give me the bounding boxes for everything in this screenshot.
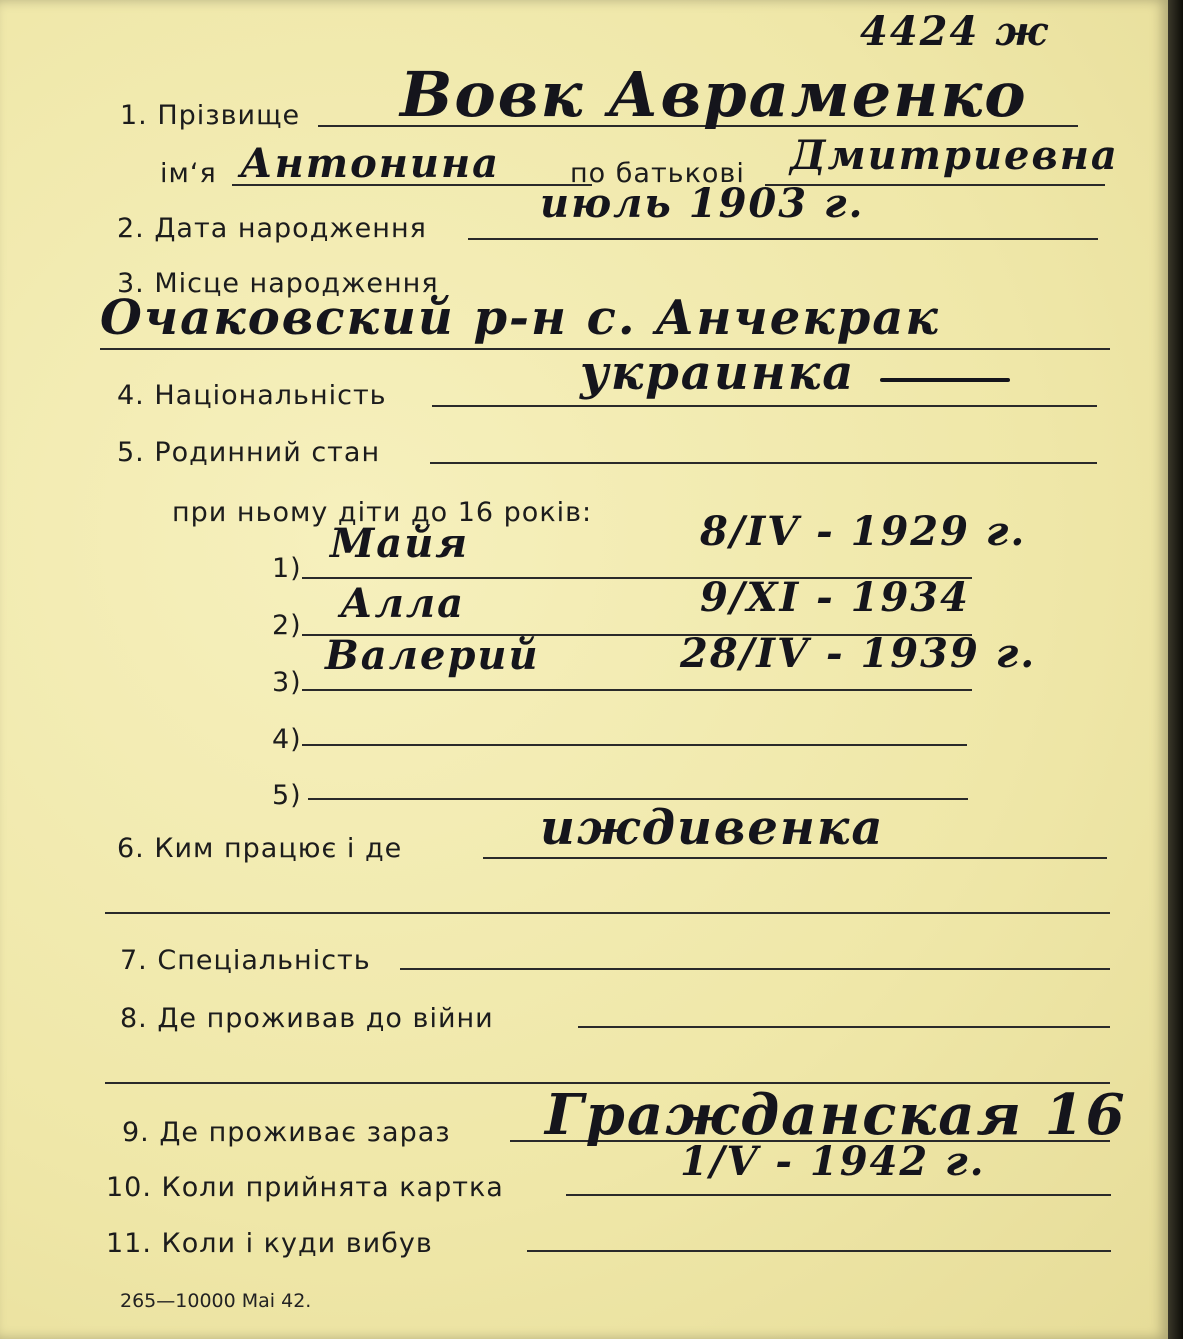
child-3-number: 3) — [272, 667, 302, 698]
value-birth-date[interactable]: июль 1903 г. — [540, 180, 865, 227]
value-birth-place[interactable]: Очаковский р-н с. Анчекрак — [100, 290, 940, 346]
child-1-name[interactable]: Майя — [330, 520, 470, 567]
pen-stroke-nationality — [880, 378, 1010, 382]
label-birth-date: 2. Дата народження — [117, 213, 427, 244]
child-2-name[interactable]: Алла — [340, 580, 466, 627]
child-5-number: 5) — [272, 780, 302, 811]
line-occupation-2 — [105, 912, 1110, 914]
label-prewar-address: 8. Де проживав до війни — [120, 1003, 494, 1034]
line-marital-status — [430, 462, 1097, 464]
child-1-date[interactable]: 8/IV - 1929 г. — [700, 508, 1027, 555]
label-marital-status: 5. Родинний стан — [117, 437, 381, 468]
child-2-date[interactable]: 9/XI - 1934 — [700, 574, 970, 621]
label-occupation: 6. Ким працює і де — [117, 833, 403, 864]
value-current-address[interactable]: Гражданская 16 — [545, 1082, 1127, 1148]
card-number: 4424 ж — [860, 8, 1050, 55]
label-children: при ньому діти до 16 років: — [172, 497, 593, 528]
label-card-accepted: 10. Коли прийнята картка — [106, 1172, 504, 1203]
label-nationality: 4. Національність — [117, 380, 387, 411]
label-specialty: 7. Спеціальність — [120, 945, 371, 976]
line-specialty — [400, 968, 1110, 970]
value-nationality[interactable]: украинка — [580, 345, 856, 401]
print-code: 265—10000 Маі 42. — [120, 1290, 312, 1312]
label-departure: 11. Коли і куди вибув — [106, 1228, 433, 1259]
child-1-number: 1) — [272, 553, 302, 584]
child-3-name[interactable]: Валерий — [325, 632, 540, 679]
value-patronymic[interactable]: Дмитриевна — [790, 132, 1119, 179]
child-2-number: 2) — [272, 610, 302, 641]
child-4-number: 4) — [272, 724, 302, 755]
label-surname: 1. Прізвище — [120, 100, 301, 131]
line-birth-date — [468, 238, 1098, 240]
value-first-name[interactable]: Антонина — [240, 140, 501, 187]
value-occupation[interactable]: иждивенка — [540, 800, 885, 856]
line-prewar-address — [578, 1026, 1110, 1028]
line-nationality — [432, 405, 1097, 407]
line-departure — [527, 1250, 1111, 1252]
label-first-name: ім‘я — [160, 158, 217, 189]
label-patronymic: по батькові — [570, 158, 745, 189]
line-child-3 — [302, 689, 972, 691]
child-3-date[interactable]: 28/IV - 1939 г. — [680, 630, 1037, 677]
line-occupation — [483, 857, 1107, 859]
label-current-address: 9. Де проживає зараз — [122, 1117, 451, 1148]
line-child-4 — [302, 744, 967, 746]
card-edge-shadow — [1168, 0, 1183, 1339]
line-card-accepted — [566, 1194, 1111, 1196]
value-card-accepted[interactable]: 1/V - 1942 г. — [680, 1138, 986, 1185]
value-surname[interactable]: Вовк Авраменко — [400, 58, 1028, 131]
label-birth-place: 3. Місце народження — [117, 268, 439, 299]
